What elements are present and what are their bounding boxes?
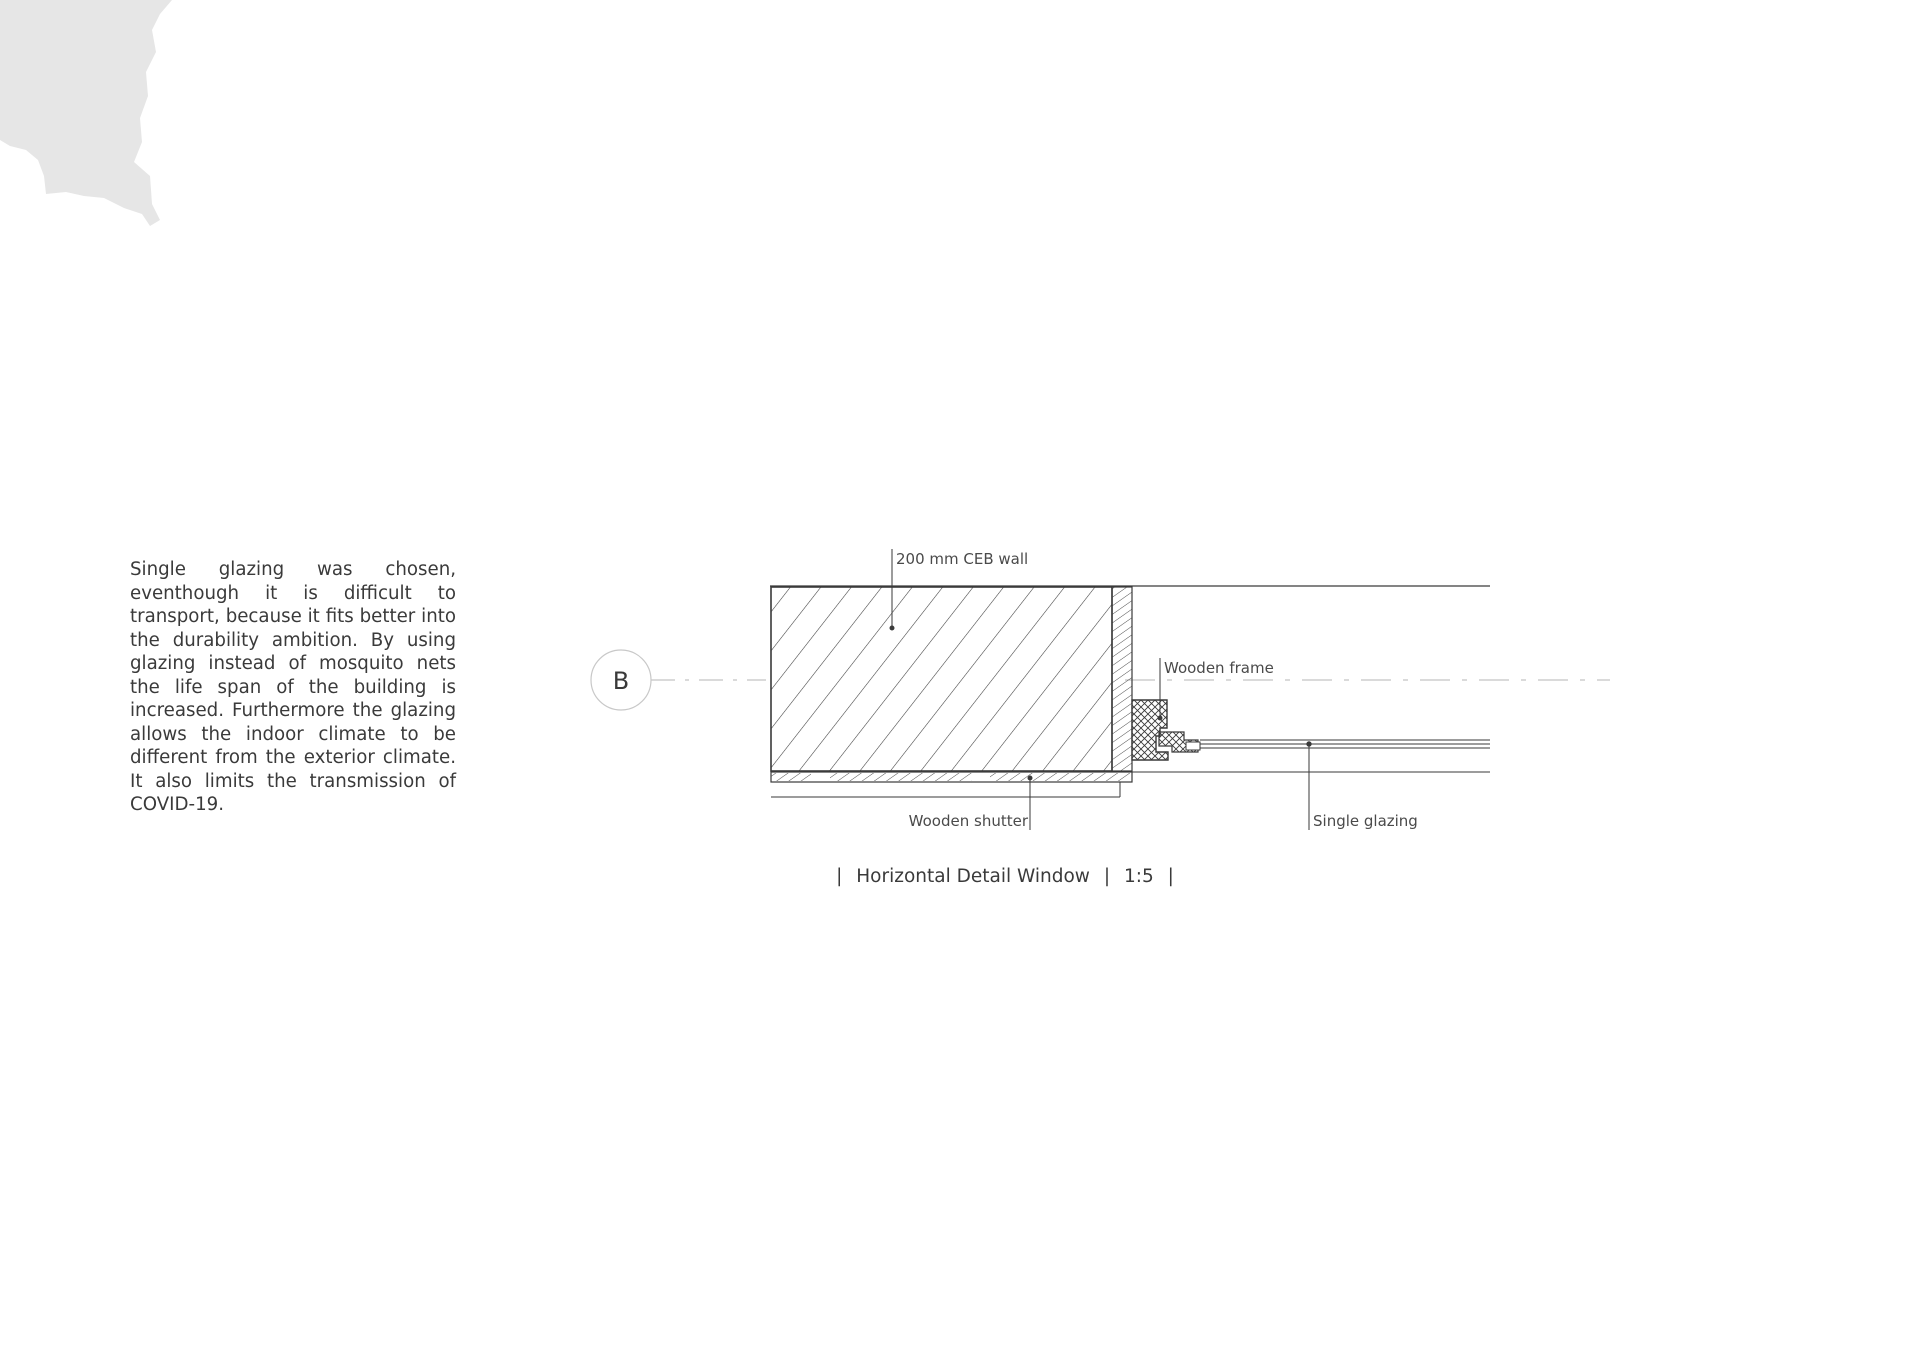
- ceb-wall: [771, 587, 1112, 771]
- single-glazing: [1200, 740, 1490, 748]
- label-single-glazing: Single glazing: [1313, 812, 1418, 830]
- caption-divider-mid: |: [1103, 866, 1111, 887]
- wooden-shutter: [771, 772, 1490, 797]
- caption-title: Horizontal Detail Window: [856, 866, 1090, 887]
- label-wooden-frame: Wooden frame: [1164, 659, 1274, 677]
- label-wooden-shutter: Wooden shutter: [908, 812, 1028, 830]
- caption-divider-right: |: [1167, 866, 1174, 887]
- caption-divider-left: |: [836, 866, 843, 887]
- wall-plaster: [1112, 587, 1132, 771]
- label-ceb-wall: 200 mm CEB wall: [896, 550, 1029, 568]
- section-marker-letter: B: [612, 667, 630, 695]
- caption-scale: 1:5: [1123, 866, 1154, 887]
- drawing-caption: [0, 866, 1920, 887]
- wooden-frame: [1132, 700, 1200, 760]
- section-marker: [591, 650, 651, 710]
- description-text: Single glazing was chosen, eventhough it is difficult to transport, because it fits better into the durability ambition. By using glazing instead of mosquito nets the life span of the building is increased. Furthermore the glazing allows the indoor climate to be different from the exterior climate. It also limits the transmission of COVID-19.: [130, 559, 456, 815]
